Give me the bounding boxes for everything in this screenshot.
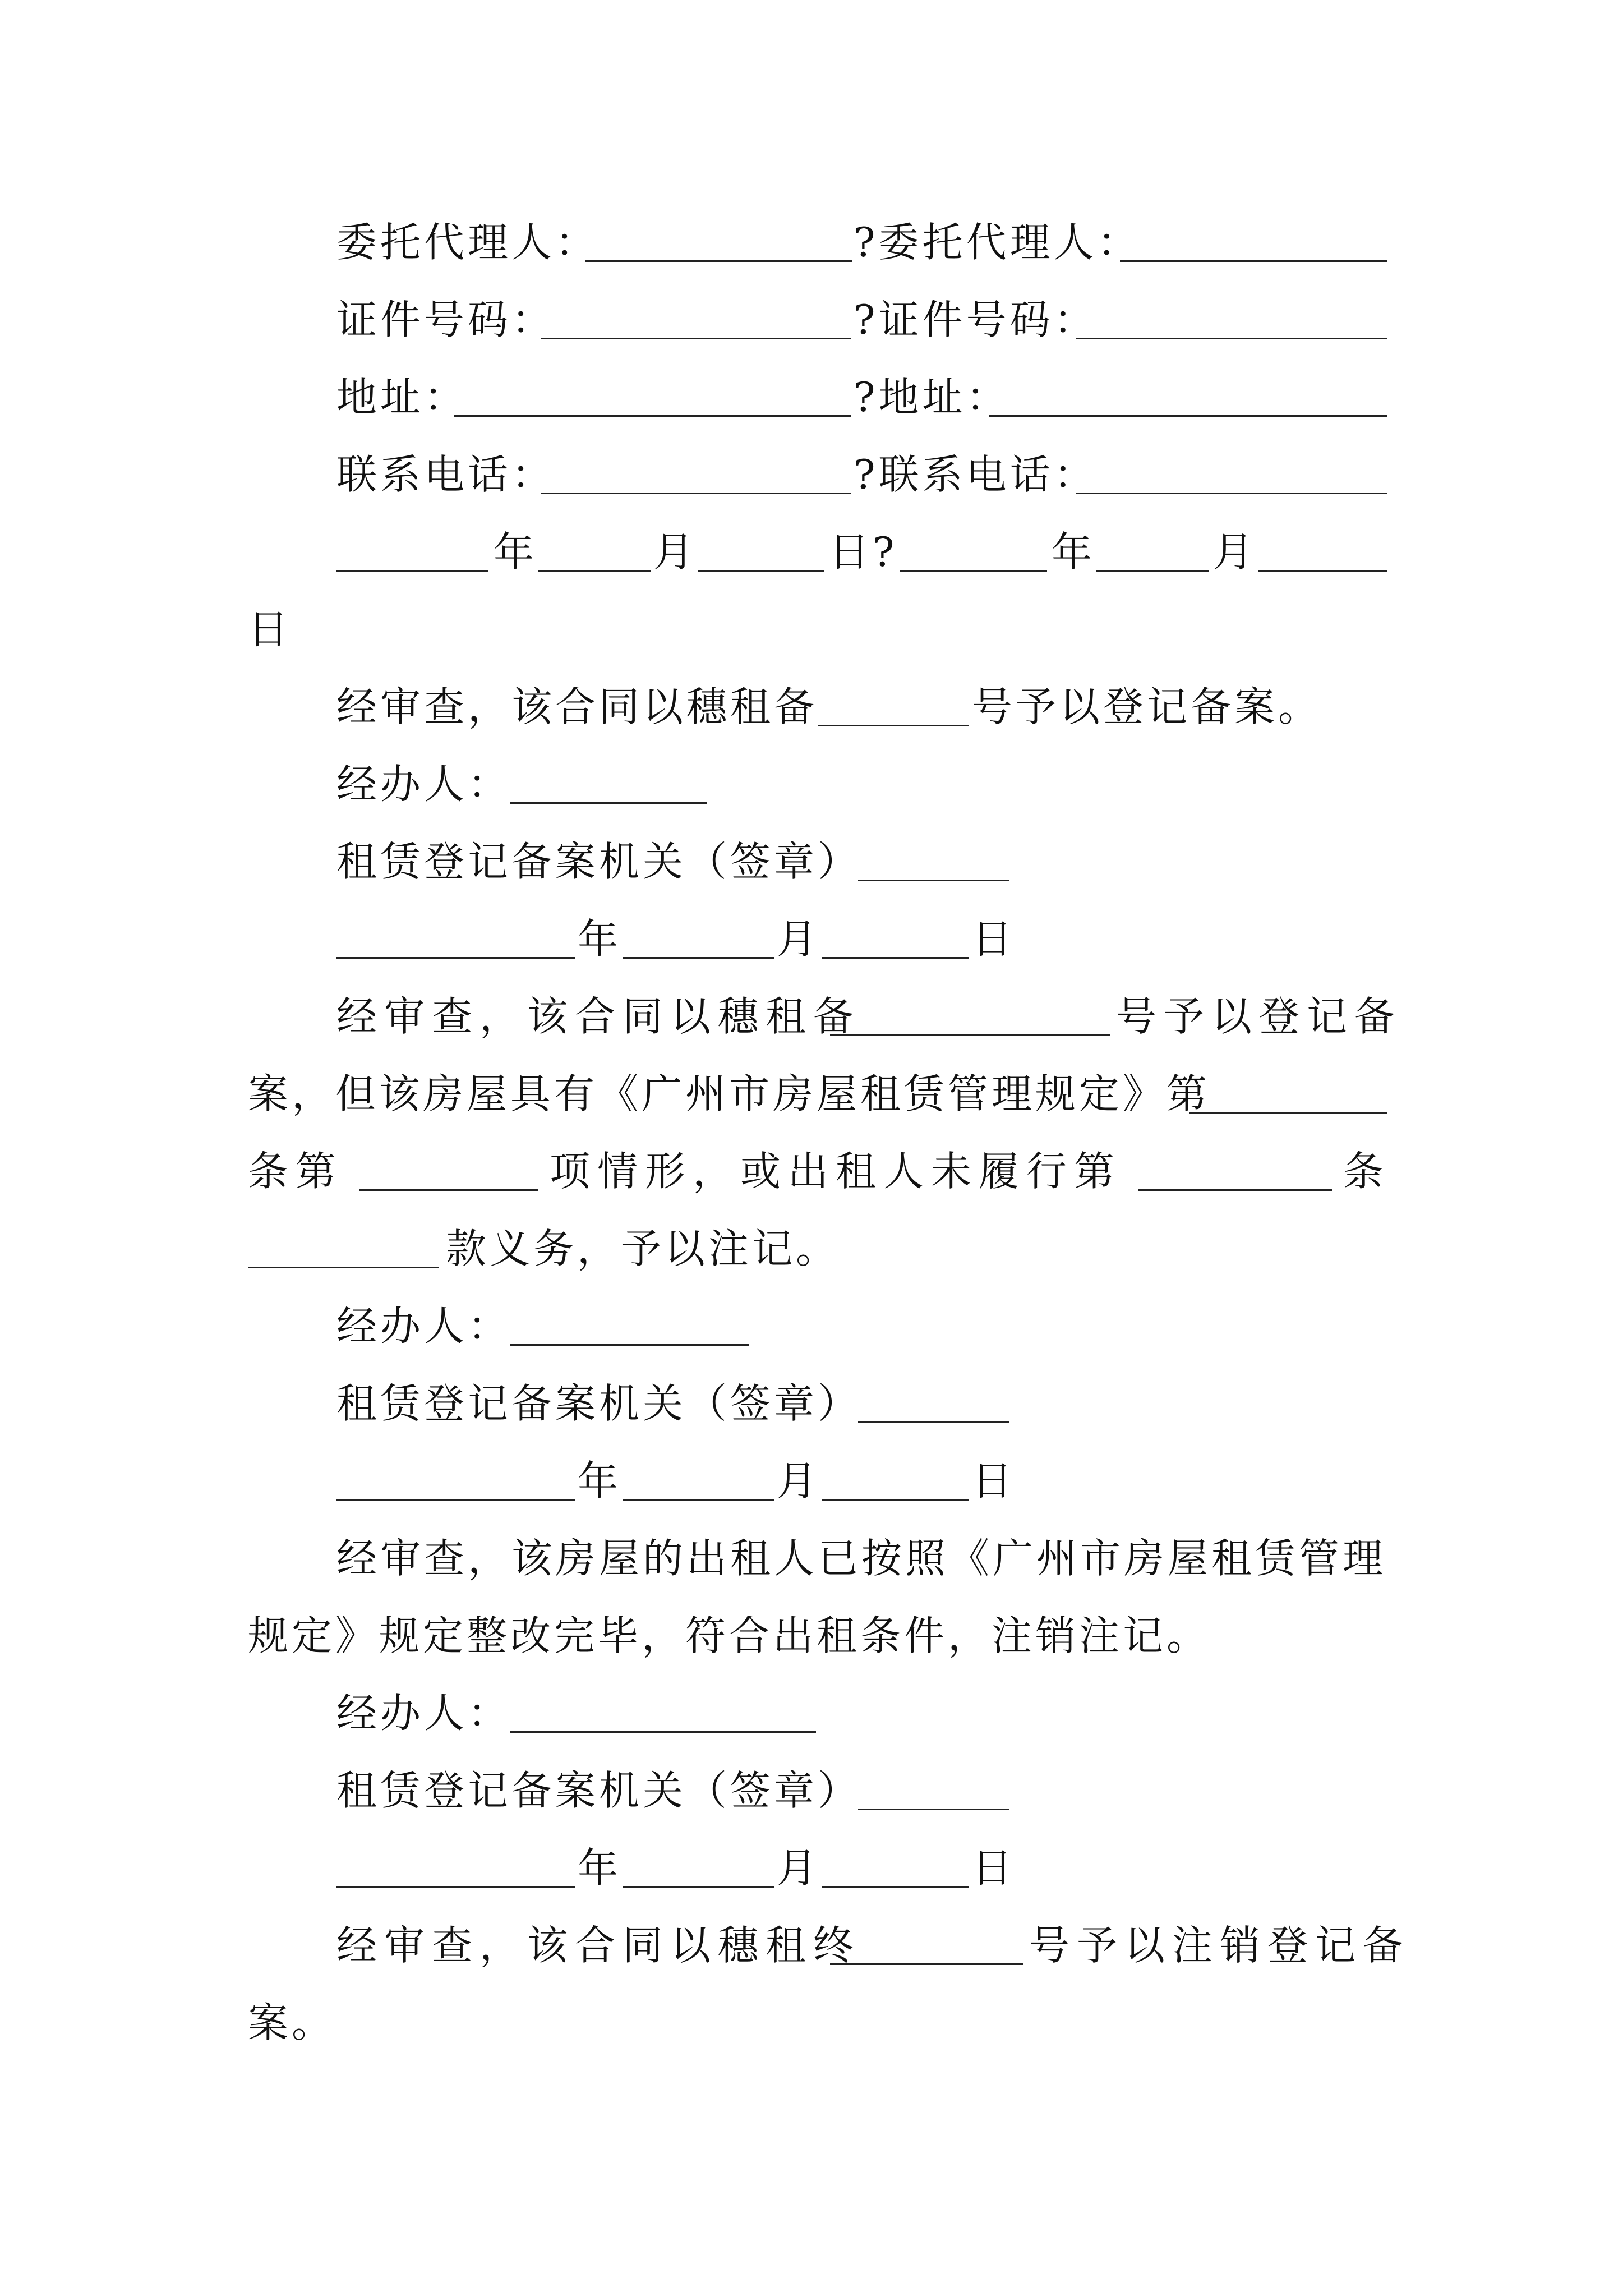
section1-handler-row [0,751,1623,818]
section3-line1 [0,1525,1623,1592]
section3-date-row [0,1834,1623,1902]
right-month-blank [1096,570,1209,572]
section3-seal-blank [858,1809,1009,1810]
section2-line3 [0,1138,1623,1205]
left-id-blank [541,338,851,339]
section2-line3-c: 条 [1343,1148,1387,1195]
left-address-blank [454,415,851,417]
section2-article-blank-2 [1138,1189,1332,1191]
section4-line1 [0,1912,1623,1979]
right-day-blank [1258,570,1387,572]
section1-seal-blank [858,880,1009,881]
section1-number-blank [818,725,969,726]
left-month-text: 月 [653,528,698,576]
section2-authority-row [0,1370,1623,1437]
section3-month-text: 月 [777,1844,821,1892]
section1-month-blank [623,957,774,959]
section2-month-blank [623,1499,774,1501]
section1-statement [0,673,1623,740]
section2-handler-row [0,1292,1623,1360]
section1-authority-label: 租赁登记备案机关（签章） [336,838,862,885]
section2-line1-a: 经审查，该合同以穗租备 [336,993,861,1040]
section1-text-a: 经审查，该合同以穗租备 [336,683,818,730]
section3-year-blank [336,1886,575,1888]
section2-handler-blank [510,1344,749,1346]
section4-line1-a: 经审查，该合同以穗租终 [336,1922,861,1969]
section2-line3-a: 条第 [248,1148,344,1195]
section2-year-blank [336,1499,575,1501]
section4-line2-text: 案。 [248,1999,336,2046]
section1-month-text: 月 [777,915,821,963]
signing-date-row [0,518,1623,586]
section3-day-blank [822,1886,969,1888]
section2-authority-label: 租赁登记备案机关（签章） [336,1380,862,1427]
right-address-blank [989,415,1387,417]
left-day-text: 日? [829,528,898,576]
section4-line2 [0,1989,1623,2056]
right-year-text: 年 [1052,528,1096,576]
section3-handler-blank [510,1731,816,1733]
section2-line2 [0,1060,1623,1128]
section2-day-text: 日 [972,1457,1016,1504]
section1-date-row [0,905,1623,973]
left-year-text: 年 [494,528,538,576]
section3-authority-label: 租赁登记备案机关（签章） [336,1767,862,1814]
section3-line1-text: 经审查，该房屋的出租人已按照《广州市房屋租赁管理 [336,1535,1387,1582]
section2-handler-label: 经办人： [336,1303,512,1350]
address-row [0,364,1623,431]
section1-handler-blank [510,802,707,804]
right-day-text: 日 [248,606,292,653]
right-phone-blank [1076,493,1387,494]
section4-line1-b: 号予以注销登记备 [1029,1922,1411,1969]
left-phone-label: 联系电话： [336,451,556,498]
right-agent-blank [1120,260,1387,262]
section2-month-text: 月 [777,1457,821,1504]
left-agent-blank [585,260,852,262]
section3-year-text: 年 [578,1844,622,1892]
section3-month-blank [623,1886,774,1888]
section1-text-b: 号予以登记备案。 [972,683,1322,730]
section2-year-text: 年 [578,1457,622,1504]
right-year-blank [900,570,1047,572]
left-phone-blank [541,493,851,494]
right-address-label: ?地址： [854,374,1010,421]
left-id-label: 证件号码： [336,296,556,343]
left-address-label: 地址： [336,374,468,421]
section1-year-blank [336,957,575,959]
section2-line1-b: 号予以登记备 [1116,993,1403,1040]
right-phone-label: ?联系电话： [854,451,1098,498]
section3-line2 [0,1602,1623,1669]
left-agent-label: 委托代理人： [336,219,600,266]
section1-handler-label: 经办人： [336,761,512,808]
left-year-blank [336,570,488,572]
section2-clause-blank [248,1267,439,1268]
right-month-text: 月 [1213,528,1257,576]
section3-handler-row [0,1680,1623,1747]
section1-authority-row [0,828,1623,895]
section2-number-blank [830,1034,1110,1036]
section2-date-row [0,1447,1623,1515]
left-month-blank [538,570,651,572]
section3-day-text: 日 [972,1844,1016,1892]
phone-row [0,441,1623,508]
section2-day-blank [822,1499,969,1501]
section3-handler-label: 经办人： [336,1690,512,1737]
section2-line4 [0,1215,1623,1282]
section2-line3-b: 项情形，或出租人未履行第 [550,1148,1122,1195]
section1-day-text: 日 [972,915,1016,963]
section2-article-blank-1 [1189,1112,1387,1114]
section2-item-blank [359,1189,538,1191]
agent-row [0,209,1623,276]
left-day-blank [698,570,824,572]
section1-year-text: 年 [578,915,622,963]
section2-line2-a: 案，但该房屋具有《广州市房屋租赁管理规定》第 [248,1070,1211,1117]
section3-authority-row [0,1757,1623,1824]
section4-number-blank [830,1963,1023,1965]
right-agent-label: ?委托代理人： [854,219,1141,266]
signing-date-wrap [0,596,1623,663]
id-number-row [0,286,1623,353]
section1-day-blank [822,957,969,959]
section2-line4-b: 款义务，予以注记。 [446,1225,840,1272]
right-id-blank [1076,338,1387,339]
section2-seal-blank [858,1421,1009,1423]
section2-line1 [0,983,1623,1050]
section3-line2-text: 规定》规定整改完毕，符合出租条件，注销注记。 [248,1612,1211,1659]
right-id-label: ?证件号码： [854,296,1098,343]
